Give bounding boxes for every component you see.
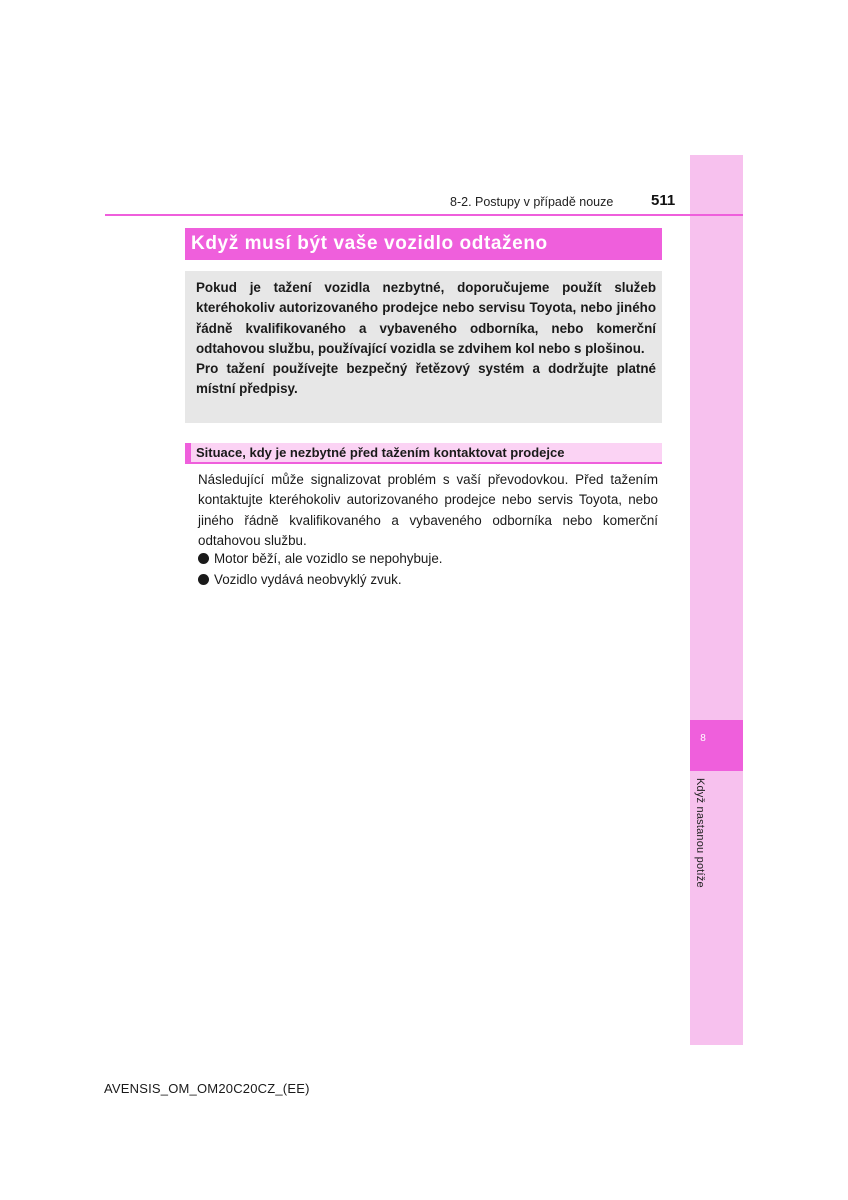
chapter-number: 8 (700, 733, 706, 744)
symptom-list (198, 548, 658, 590)
list-item-text: Vozidlo vydává neobvyklý zvuk. (214, 572, 402, 587)
bullet-icon (198, 553, 209, 564)
subsection-heading (185, 443, 662, 464)
note-paragraph: Pokud je tažení vozidla nezbytné, doporučujeme použít služeb kteréhokoliv autorizovaného prodejce nebo servisu Toyota, nebo jiného řádně kvalifikovaného a vybaveného odborníka, nebo komerční odtahovou službu, používající vozidla se zdvihem kol nebo s plošinou. (196, 280, 656, 356)
subsection-marker (185, 443, 191, 462)
list-item (198, 569, 658, 590)
bullet-icon (198, 574, 209, 585)
subsection-heading-text: Situace, kdy je nezbytné před tažením kontaktovat prodejce (196, 445, 565, 460)
chapter-tab-active (690, 720, 743, 771)
page-title: Když musí být vaše vozidlo odtaženo (185, 228, 662, 260)
subsection-body: Následující může signalizovat problém s vaší převodovkou. Před tažením kontaktujte kteréhokoliv autorizovaného prodejce nebo servis Toyota, nebo jiného řádně kvalifikovaného a vybaveného odborníka nebo komerční odtahovou službu. (198, 472, 658, 548)
list-item (198, 548, 658, 569)
chapter-title: Když nastanou potíže (694, 778, 706, 888)
list-item-text: Motor běží, ale vozidlo se nepohybuje. (214, 551, 443, 566)
page-number: 511 (651, 192, 676, 209)
header-rule (105, 214, 743, 216)
section-header: 8-2. Postupy v případě nouze (450, 195, 614, 209)
document-code: AVENSIS_OM_OM20C20CZ_(EE) (104, 1081, 310, 1096)
note-box (185, 271, 662, 423)
note-paragraph: Pro tažení používejte bezpečný řetězový systém a dodržujte platné místní předpisy. (196, 361, 656, 397)
chapter-side-tab (690, 155, 743, 1045)
